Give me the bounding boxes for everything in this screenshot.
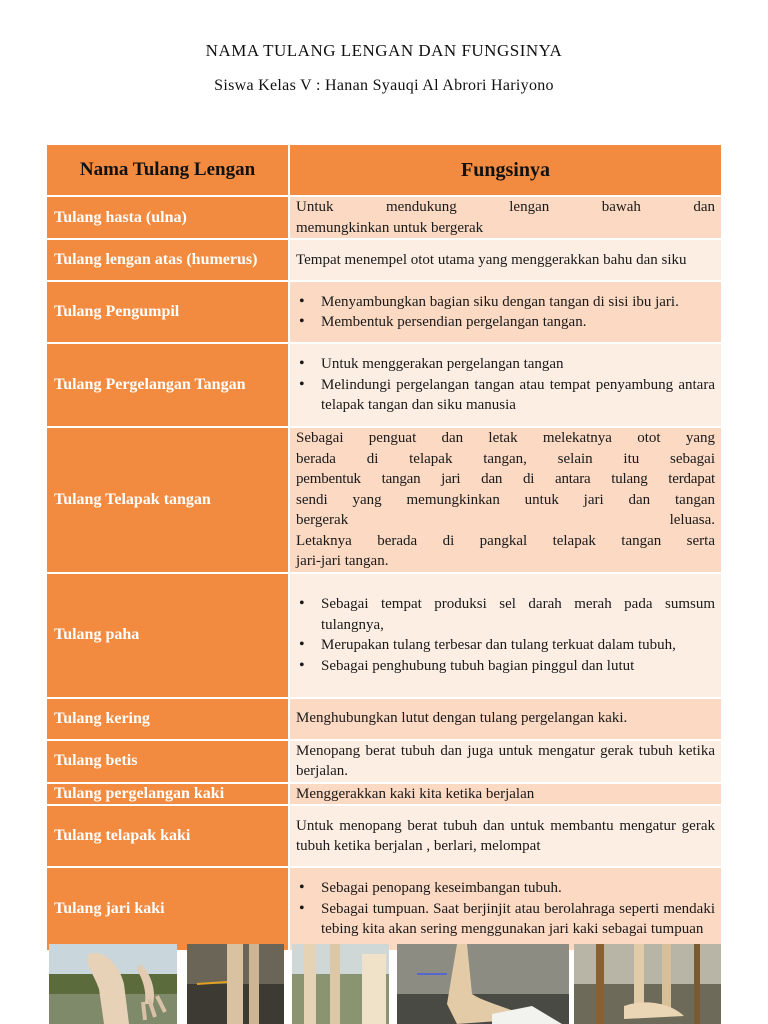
bone-name: Tulang telapak kaki — [47, 806, 290, 868]
column-header-name: Nama Tulang Lengan — [47, 145, 290, 197]
table-row — [47, 428, 721, 574]
bone-name: Tulang jari kaki — [47, 868, 290, 952]
list-item: • Melindungi pergelangan tangan atau tempat penyambung antara telapak tangan dan siku manusia — [296, 375, 715, 416]
bone-photo-3 — [292, 944, 389, 1024]
list-item: • Untuk menggerakan pergelangan tangan — [296, 354, 715, 375]
bone-name: Tulang pergelangan kaki — [47, 784, 290, 807]
bone-name: Tulang Telapak tangan — [47, 428, 290, 574]
list-item: • Merupakan tulang terbesar dan tulang terkuat dalam tubuh, — [296, 635, 715, 656]
bone-function: Untuk mendukung lengan bawah dan memungkinkan untuk bergerak — [290, 197, 721, 240]
list-item: • Sebagai tumpuan. Saat berjinjit atau berolahraga seperti mendaki tebing kita akan sering menggunakan jari kaki sebagai tumpuan — [296, 899, 715, 940]
page-subtitle: Siswa Kelas V : Hanan Syauqi Al Abrori Hariyono — [214, 77, 554, 94]
bone-name: Tulang Pengumpil — [47, 282, 290, 344]
table-row — [47, 574, 721, 699]
table-row — [47, 741, 721, 784]
bone-name: Tulang hasta (ulna) — [47, 197, 290, 240]
bone-name: Tulang betis — [47, 741, 290, 784]
list-item: • Sebagai tempat produksi sel darah merah pada sumsum tulangnya, — [296, 594, 715, 635]
bone-function — [290, 868, 721, 952]
list-item: • Membentuk persendian pergelangan tangan. — [296, 312, 715, 333]
bone-name: Tulang paha — [47, 574, 290, 699]
page-title: NAMA TULANG LENGAN DAN FUNGSINYA — [205, 41, 563, 60]
table-row — [47, 699, 721, 741]
table-row — [47, 240, 721, 282]
bone-function: Menghubungkan lutut dengan tulang pergelangan kaki. — [290, 699, 721, 741]
column-header-function: Fungsinya — [290, 145, 721, 197]
table-row — [47, 282, 721, 344]
photo-strip — [47, 944, 721, 1024]
bone-function — [290, 344, 721, 428]
bone-name: Tulang Pergelangan Tangan — [47, 344, 290, 428]
bone-photo-5 — [574, 944, 721, 1024]
list-item: • Sebagai penghubung tubuh bagian pinggul dan lutut — [296, 656, 715, 677]
bone-function: Tempat menempel otot utama yang menggerakkan bahu dan siku — [290, 240, 721, 282]
bone-function: Untuk menopang berat tubuh dan untuk membantu mengatur gerak tubuh ketika berjalan , berlari, melompat — [290, 806, 721, 868]
table-row — [47, 868, 721, 952]
list-item: • Menyambungkan bagian siku dengan tangan di sisi ibu jari. — [296, 292, 715, 313]
table-row — [47, 344, 721, 428]
bone-function: Menggerakkan kaki kita ketika berjalan — [290, 784, 721, 807]
table-row — [47, 806, 721, 868]
bone-function: Sebagai penguat dan letak melekatnya otot yang berada di telapak tangan, selain itu sebagai pembentuk tangan jari dan di antara tulang terdapat sendi yang memungkinkan untuk jari dan tangan bergerak leluasa. Letaknya berada di pangkal telapak tangan serta jari-jari tangan. — [290, 428, 721, 574]
bone-function — [290, 574, 721, 699]
list-item: • Sebagai penopang keseimbangan tubuh. — [296, 878, 715, 899]
bone-function: Menopang berat tubuh dan juga untuk mengatur gerak tubuh ketika berjalan. — [290, 741, 721, 784]
bone-photo-1 — [49, 944, 177, 1024]
bone-name: Tulang kering — [47, 699, 290, 741]
table-row — [47, 197, 721, 240]
bone-photo-4 — [397, 944, 569, 1024]
bone-name: Tulang lengan atas (humerus) — [47, 240, 290, 282]
bones-table — [47, 145, 721, 952]
bone-function — [290, 282, 721, 344]
bone-photo-2 — [187, 944, 284, 1024]
table-row — [47, 784, 721, 807]
